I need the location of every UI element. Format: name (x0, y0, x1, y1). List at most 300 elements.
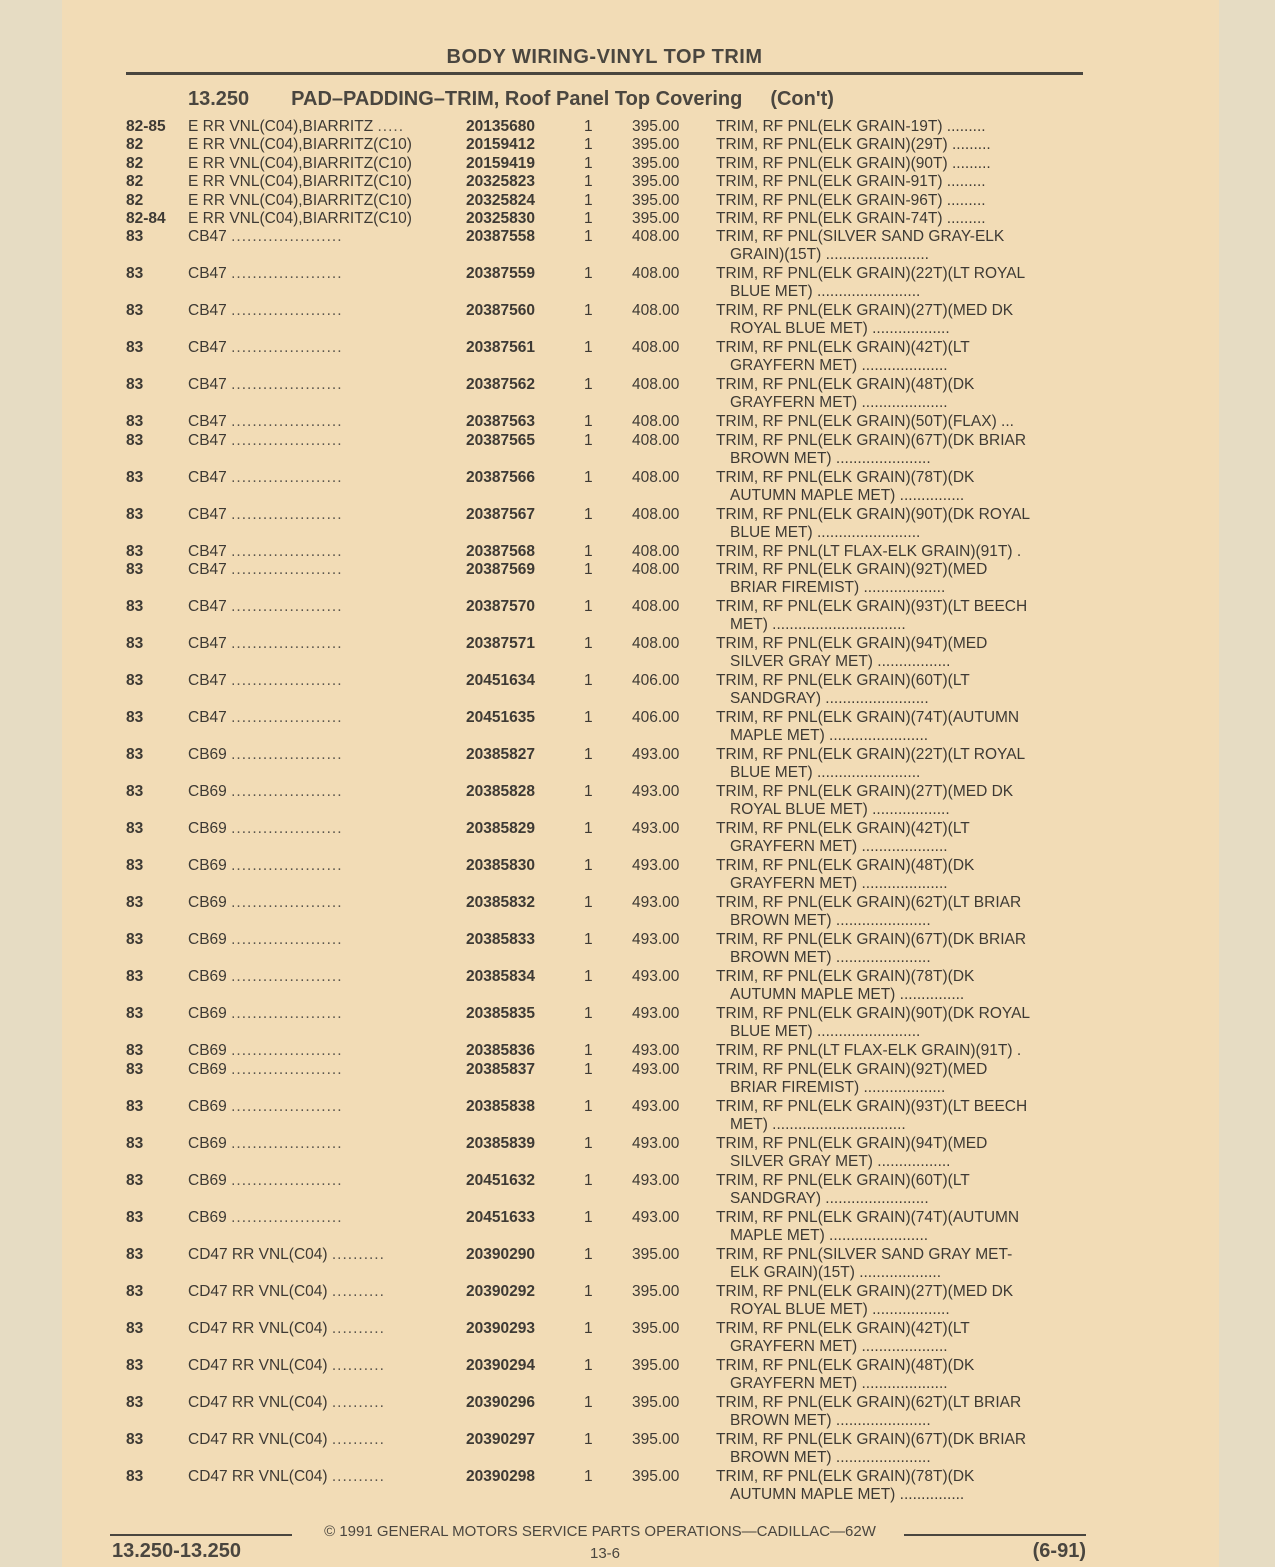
quantity: 1 (584, 191, 593, 209)
description-line-2: SANDGRAY) ........................ (730, 1189, 929, 1207)
part-number: 20385837 (466, 1060, 535, 1078)
part-description (716, 136, 1083, 154)
model-usage (188, 709, 466, 727)
description-line-2: ROYAL BLUE MET) .................. (730, 320, 950, 338)
model-usage (188, 469, 466, 487)
model-year: 83 (126, 505, 144, 523)
footer-date: (6-91) (1032, 1540, 1086, 1562)
quantity: 1 (584, 118, 593, 135)
footer-rule-left (110, 1534, 292, 1536)
description-line-1: TRIM, RF PNL(ELK GRAIN)(74T)(AUTUMN (716, 1208, 1020, 1226)
part-description (716, 709, 1083, 745)
model-usage (188, 561, 466, 579)
part-number: 20385835 (466, 1005, 535, 1023)
leader-dots: ..................... (231, 783, 343, 801)
description-line-1: TRIM, RF PNL(ELK GRAIN)(62T)(LT BRIAR (716, 894, 1022, 912)
price: 493.00 (632, 1171, 680, 1189)
description-line-1: TRIM, RF PNL(ELK GRAIN)(29T) ......... (716, 136, 991, 154)
leader-dots: ..................... (231, 1171, 343, 1189)
description-line-2: AUTUMN MAPLE MET) ............... (730, 986, 965, 1004)
model-usage (188, 339, 466, 357)
part-description (716, 302, 1083, 338)
table-row (126, 672, 1083, 709)
table-row (126, 1042, 1083, 1060)
table-row (126, 783, 1083, 820)
quantity: 1 (584, 672, 593, 690)
model-usage (188, 136, 466, 154)
model-year: 83 (126, 542, 144, 560)
description-line-1: TRIM, RF PNL(ELK GRAIN-19T) ......... (716, 118, 986, 135)
part-description (716, 1357, 1083, 1393)
leader-dots: ..................... (231, 746, 343, 764)
table-row (126, 1320, 1083, 1357)
model-year: 83 (126, 968, 144, 986)
model-usage (188, 265, 466, 283)
quantity: 1 (584, 931, 593, 949)
model-code: CB69 (188, 746, 227, 764)
description-line-1: TRIM, RF PNL(ELK GRAIN)(78T)(DK (716, 968, 975, 986)
quantity: 1 (584, 1060, 593, 1078)
table-row (126, 1431, 1083, 1468)
model-code: CB69 (188, 1171, 227, 1189)
model-usage (188, 1320, 466, 1338)
description-line-2: GRAYFERN MET) .................... (730, 1374, 948, 1392)
leader-dots: ..................... (231, 505, 343, 523)
part-description (716, 432, 1083, 468)
description-line-1: TRIM, RF PNL(ELK GRAIN)(67T)(DK BRIAR (716, 431, 1027, 449)
price: 408.00 (632, 635, 680, 653)
price: 408.00 (632, 265, 680, 283)
table-row (126, 228, 1083, 265)
quantity: 1 (584, 154, 593, 172)
table-row (126, 1098, 1083, 1135)
part-number: 20325824 (466, 191, 535, 209)
model-year: 83 (126, 376, 144, 394)
table-row (126, 894, 1083, 931)
description-line-2: BROWN MET) ...................... (730, 949, 931, 967)
model-code: CD47 RR VNL(C04) (188, 1282, 328, 1300)
quantity: 1 (584, 1356, 593, 1374)
description-line-2: BROWN MET) ...................... (730, 449, 931, 467)
part-number: 20159419 (466, 154, 535, 172)
model-code: CB69 (188, 1097, 227, 1115)
part-description (716, 783, 1083, 819)
part-number: 20387559 (466, 265, 535, 283)
model-usage (188, 1357, 466, 1375)
quantity: 1 (584, 1005, 593, 1023)
model-code: CB69 (188, 1060, 227, 1078)
description-line-1: TRIM, RF PNL(ELK GRAIN-96T) ......... (716, 191, 986, 209)
price: 408.00 (632, 339, 680, 357)
part-description (716, 931, 1083, 967)
part-description (716, 210, 1083, 228)
section-continued: (Con't) (770, 88, 834, 110)
model-year: 83 (126, 431, 144, 449)
quantity: 1 (584, 413, 593, 431)
part-description (716, 543, 1083, 561)
description-line-2: BLUE MET) ........................ (730, 283, 921, 301)
model-usage (188, 228, 466, 246)
part-number: 20390292 (466, 1282, 535, 1300)
model-usage (188, 413, 466, 431)
leader-dots: ..................... (231, 1134, 343, 1152)
part-description (716, 469, 1083, 505)
quantity: 1 (584, 1319, 593, 1337)
part-number: 20387566 (466, 468, 535, 486)
description-line-2: SANDGRAY) ........................ (730, 690, 929, 708)
description-line-2: GRAYFERN MET) .................... (730, 394, 948, 412)
price: 493.00 (632, 1097, 680, 1115)
model-usage (188, 746, 466, 764)
model-year: 83 (126, 1282, 144, 1300)
model-code: CD47 RR VNL(C04) (188, 1467, 328, 1485)
model-year: 83 (126, 746, 144, 764)
part-number: 20390298 (466, 1467, 535, 1485)
price: 395.00 (632, 1467, 680, 1485)
description-line-1: TRIM, RF PNL(ELK GRAIN)(62T)(LT BRIAR (716, 1393, 1022, 1411)
table-row (126, 192, 1083, 210)
model-usage (188, 173, 466, 191)
price: 493.00 (632, 968, 680, 986)
price: 408.00 (632, 376, 680, 394)
leader-dots: ..................... (231, 1060, 343, 1078)
description-line-2: BROWN MET) ...................... (730, 1448, 931, 1466)
model-year: 82-84 (126, 209, 166, 227)
quantity: 1 (584, 1467, 593, 1485)
description-line-1: TRIM, RF PNL(ELK GRAIN)(48T)(DK (716, 857, 975, 875)
part-description (716, 228, 1083, 264)
part-number: 20387565 (466, 431, 535, 449)
model-year: 83 (126, 1097, 144, 1115)
description-line-1: TRIM, RF PNL(ELK GRAIN)(93T)(LT BEECH (716, 1097, 1028, 1115)
model-year: 83 (126, 1245, 144, 1263)
model-year: 83 (126, 598, 144, 616)
description-line-1: TRIM, RF PNL(ELK GRAIN)(67T)(DK BRIAR (716, 1430, 1027, 1448)
description-line-1: TRIM, RF PNL(ELK GRAIN)(50T)(FLAX) ... (716, 413, 1014, 431)
part-description (716, 1135, 1083, 1171)
part-number: 20387560 (466, 302, 535, 320)
table-row (126, 339, 1083, 376)
leader-dots: ..................... (231, 931, 343, 949)
description-line-2: BLUE MET) ........................ (730, 764, 921, 782)
table-row (126, 931, 1083, 968)
description-line-1: TRIM, RF PNL(ELK GRAIN)(78T)(DK (716, 1467, 975, 1485)
model-usage (188, 432, 466, 450)
description-line-1: TRIM, RF PNL(ELK GRAIN)(27T)(MED DK (716, 783, 1014, 801)
model-year: 83 (126, 1393, 144, 1411)
model-code: CB47 (188, 228, 227, 246)
quantity: 1 (584, 505, 593, 523)
part-description (716, 413, 1083, 431)
description-line-1: TRIM, RF PNL(ELK GRAIN)(94T)(MED (716, 635, 988, 653)
leader-dots: ..................... (231, 672, 343, 690)
price: 406.00 (632, 672, 680, 690)
running-head: BODY WIRING-VINYL TOP TRIM (446, 46, 763, 68)
model-year: 83 (126, 1042, 144, 1060)
model-year: 83 (126, 1208, 144, 1226)
description-line-1: TRIM, RF PNL(LT FLAX-ELK GRAIN)(91T) . (716, 542, 1022, 560)
description-line-2: BROWN MET) ...................... (730, 1411, 931, 1429)
model-usage (188, 1246, 466, 1264)
leader-dots: .......... (331, 1319, 385, 1337)
price: 408.00 (632, 598, 680, 616)
price: 408.00 (632, 431, 680, 449)
model-year: 83 (126, 709, 144, 727)
table-row (126, 746, 1083, 783)
description-line-2: MET) ............................... (730, 1115, 906, 1133)
model-year: 83 (126, 894, 144, 912)
part-description (716, 1246, 1083, 1282)
price: 493.00 (632, 1060, 680, 1078)
description-line-1: TRIM, RF PNL(ELK GRAIN)(42T)(LT (716, 820, 970, 838)
model-usage (188, 894, 466, 912)
model-usage (188, 1098, 466, 1116)
model-usage (188, 155, 466, 173)
description-line-1: TRIM, RF PNL(ELK GRAIN)(90T) ......... (716, 154, 991, 172)
part-description (716, 1098, 1083, 1134)
leader-dots: .......... (331, 1430, 385, 1448)
quantity: 1 (584, 376, 593, 394)
part-number: 20451632 (466, 1171, 535, 1189)
leader-dots: ..................... (231, 820, 343, 838)
part-number: 20390296 (466, 1393, 535, 1411)
table-row (126, 376, 1083, 413)
model-usage (188, 931, 466, 949)
model-usage (188, 1468, 466, 1486)
quantity: 1 (584, 1208, 593, 1226)
leader-dots: ..................... (231, 542, 343, 560)
part-number: 20325823 (466, 173, 535, 191)
description-line-2: MET) ............................... (730, 616, 906, 634)
quantity: 1 (584, 1282, 593, 1300)
table-row (126, 432, 1083, 469)
description-line-1: TRIM, RF PNL(ELK GRAIN)(67T)(DK BRIAR (716, 931, 1027, 949)
table-row (126, 1061, 1083, 1098)
part-number: 20390293 (466, 1319, 535, 1337)
model-code: CB47 (188, 598, 227, 616)
model-code: CD47 RR VNL(C04) (188, 1430, 328, 1448)
description-line-1: TRIM, RF PNL(ELK GRAIN-91T) ......... (716, 173, 986, 191)
quantity: 1 (584, 1171, 593, 1189)
model-usage (188, 376, 466, 394)
model-usage (188, 506, 466, 524)
leader-dots: ..................... (231, 561, 343, 579)
model-code: CB47 (188, 672, 227, 690)
table-row (126, 413, 1083, 431)
model-usage (188, 1209, 466, 1227)
model-code: CB47 (188, 505, 227, 523)
model-year: 83 (126, 1171, 144, 1189)
part-description (716, 1172, 1083, 1208)
part-number: 20385839 (466, 1134, 535, 1152)
model-code: CB69 (188, 1042, 227, 1060)
model-year: 83 (126, 468, 144, 486)
model-year: 83 (126, 1005, 144, 1023)
price: 395.00 (632, 173, 680, 191)
model-code: E RR VNL(C04),BIARRITZ (188, 118, 374, 135)
table-row (126, 136, 1083, 154)
price: 493.00 (632, 1005, 680, 1023)
model-code: CB69 (188, 820, 227, 838)
description-line-1: TRIM, RF PNL(ELK GRAIN)(94T)(MED (716, 1134, 988, 1152)
part-number: 20325830 (466, 209, 535, 227)
part-description (716, 746, 1083, 782)
part-description (716, 598, 1083, 634)
quantity: 1 (584, 542, 593, 560)
part-description (716, 155, 1083, 173)
leader-dots: ..................... (231, 376, 343, 394)
quantity: 1 (584, 173, 593, 191)
model-usage (188, 1394, 466, 1412)
model-year: 83 (126, 265, 144, 283)
part-number: 20451634 (466, 672, 535, 690)
model-usage (188, 783, 466, 801)
part-description (716, 506, 1083, 542)
part-number: 20390297 (466, 1430, 535, 1448)
table-row (126, 1394, 1083, 1431)
part-number: 20451633 (466, 1208, 535, 1226)
part-description (716, 968, 1083, 1004)
table-row (126, 173, 1083, 191)
model-year: 83 (126, 302, 144, 320)
model-usage (188, 543, 466, 561)
quantity: 1 (584, 709, 593, 727)
model-code: CB47 (188, 561, 227, 579)
price: 395.00 (632, 191, 680, 209)
description-line-1: TRIM, RF PNL(SILVER SAND GRAY-ELK (716, 228, 1005, 246)
quantity: 1 (584, 968, 593, 986)
leader-dots: ..................... (231, 413, 343, 431)
leader-dots: ..................... (231, 1208, 343, 1226)
model-year: 83 (126, 339, 144, 357)
model-year: 83 (126, 635, 144, 653)
description-line-1: TRIM, RF PNL(ELK GRAIN)(42T)(LT (716, 339, 970, 357)
description-line-1: TRIM, RF PNL(SILVER SAND GRAY MET- (716, 1245, 1013, 1263)
quantity: 1 (584, 209, 593, 227)
table-row (126, 857, 1083, 894)
part-number: 20387561 (466, 339, 535, 357)
leader-dots: .......... (331, 1393, 385, 1411)
model-year: 83 (126, 561, 144, 579)
part-description (716, 339, 1083, 375)
part-description (716, 1468, 1083, 1504)
catalog-page (62, 0, 1219, 1567)
leader-dots: ..................... (231, 894, 343, 912)
model-year: 83 (126, 1319, 144, 1337)
part-description (716, 173, 1083, 191)
model-usage (188, 1061, 466, 1079)
model-code: CB47 (188, 413, 227, 431)
description-line-2: ROYAL BLUE MET) .................. (730, 1300, 950, 1318)
table-row (126, 118, 1083, 136)
leader-dots: ..................... (231, 1005, 343, 1023)
description-line-1: TRIM, RF PNL(ELK GRAIN)(42T)(LT (716, 1319, 970, 1337)
model-usage (188, 672, 466, 690)
price: 395.00 (632, 1393, 680, 1411)
table-row (126, 469, 1083, 506)
description-line-2: GRAYFERN MET) .................... (730, 1337, 948, 1355)
table-row (126, 155, 1083, 173)
leader-dots: ..................... (231, 468, 343, 486)
description-line-1: TRIM, RF PNL(ELK GRAIN)(90T)(DK ROYAL (716, 1005, 1031, 1023)
part-number: 20385829 (466, 820, 535, 838)
table-row (126, 1283, 1083, 1320)
description-line-2: BLUE MET) ........................ (730, 523, 921, 541)
part-number: 20387571 (466, 635, 535, 653)
model-usage (188, 210, 466, 228)
model-code: CB69 (188, 783, 227, 801)
part-number: 20387567 (466, 505, 535, 523)
header-rule (126, 72, 1083, 75)
model-code: CB69 (188, 894, 227, 912)
quantity: 1 (584, 136, 593, 154)
model-code: E RR VNL(C04),BIARRITZ(C10) (188, 209, 412, 227)
part-number: 20387562 (466, 376, 535, 394)
description-line-1: TRIM, RF PNL(LT FLAX-ELK GRAIN)(91T) . (716, 1042, 1022, 1060)
description-line-2: SILVER GRAY MET) ................. (730, 1152, 951, 1170)
model-year: 83 (126, 1134, 144, 1152)
model-code: CB47 (188, 468, 227, 486)
price: 493.00 (632, 746, 680, 764)
price: 408.00 (632, 228, 680, 246)
part-number: 20390294 (466, 1356, 535, 1374)
model-year: 83 (126, 931, 144, 949)
leader-dots: .......... (331, 1467, 385, 1485)
part-number: 20387563 (466, 413, 535, 431)
part-description (716, 1394, 1083, 1430)
quantity: 1 (584, 431, 593, 449)
table-row (126, 506, 1083, 543)
model-code: CB47 (188, 542, 227, 560)
leader-dots: ..................... (231, 431, 343, 449)
part-description (716, 1283, 1083, 1319)
quantity: 1 (584, 468, 593, 486)
leader-dots: ..................... (231, 857, 343, 875)
model-code: CB47 (188, 339, 227, 357)
footer-section-range: 13.250-13.250 (112, 1540, 242, 1562)
model-code: CB47 (188, 376, 227, 394)
description-line-2: BRIAR FIREMIST) ................... (730, 1078, 946, 1096)
price: 395.00 (632, 1245, 680, 1263)
description-line-1: TRIM, RF PNL(ELK GRAIN)(92T)(MED (716, 561, 988, 579)
model-year: 83 (126, 1430, 144, 1448)
quantity: 1 (584, 339, 593, 357)
table-row (126, 635, 1083, 672)
quantity: 1 (584, 894, 593, 912)
leader-dots: .......... (331, 1245, 385, 1263)
quantity: 1 (584, 1430, 593, 1448)
quantity: 1 (584, 561, 593, 579)
description-line-2: ROYAL BLUE MET) .................. (730, 801, 950, 819)
description-line-2: MAPLE MET) ....................... (730, 727, 929, 745)
model-usage (188, 192, 466, 210)
price: 395.00 (632, 154, 680, 172)
quantity: 1 (584, 598, 593, 616)
quantity: 1 (584, 228, 593, 246)
model-code: E RR VNL(C04),BIARRITZ(C10) (188, 136, 412, 154)
part-number: 20385828 (466, 783, 535, 801)
quantity: 1 (584, 820, 593, 838)
description-line-2: MAPLE MET) ....................... (730, 1226, 929, 1244)
leader-dots: ..... (377, 118, 405, 135)
table-row (126, 1135, 1083, 1172)
description-line-2: GRAIN)(15T) ........................ (730, 246, 929, 264)
model-usage (188, 857, 466, 875)
leader-dots: ..................... (231, 968, 343, 986)
model-usage (188, 1005, 466, 1023)
price: 395.00 (632, 136, 680, 154)
price: 408.00 (632, 542, 680, 560)
